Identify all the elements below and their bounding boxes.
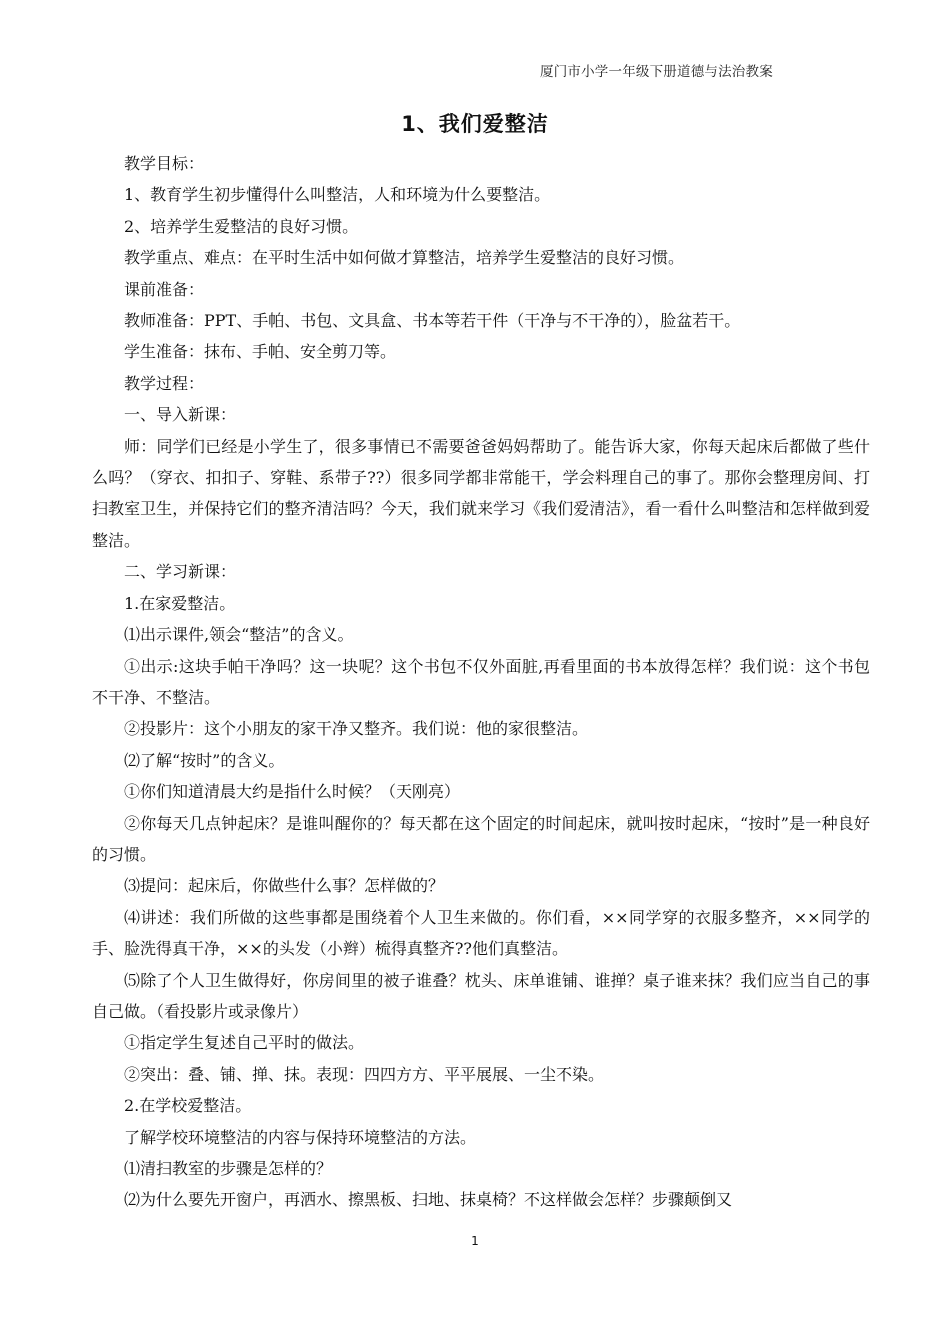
page-header: 厦门市小学一年级下册道德与法治教案 [540, 64, 773, 80]
paragraph: 教学重点、难点：在平时生活中如何做才算整洁，培养学生爱整洁的良好习惯。 [124, 248, 685, 268]
paragraph: ①指定学生复述自己平时的做法。 [124, 1033, 365, 1053]
paragraph: 教学过程： [124, 373, 205, 393]
paragraph: 2、培养学生爱整洁的良好习惯。 [124, 216, 359, 236]
paragraph: ⑵了解“按时”的含义。 [124, 750, 285, 770]
paragraph: ②投影片：这个小朋友的家干净又整齐。我们说：他的家很整洁。 [124, 719, 589, 739]
paragraph: 1、教育学生初步懂得什么叫整洁，人和环境为什么要整洁。 [124, 185, 551, 205]
paragraph: 1.在家爱整洁。 [124, 593, 236, 613]
paragraph: ①出示:这块手帕干净吗？这一块呢？这个书包不仅外面脏,再看里面的书本放得怎样？我们说：这个书包不干净、不整洁。 [92, 656, 870, 707]
paragraph: ⑶提问：起床后，你做些什么事？怎样做的？ [124, 876, 445, 896]
paragraph: ②突出：叠、铺、掸、抹。表现：四四方方、平平展展、一尘不染。 [124, 1064, 605, 1084]
page-number: 1 [471, 1234, 479, 1248]
paragraph: 教学目标： [124, 154, 205, 173]
paragraph: 课前准备： [124, 279, 205, 299]
paragraph: ⑴出示课件,领会“整洁”的含义。 [124, 625, 354, 645]
paragraph: 2.在学校爱整洁。 [124, 1096, 252, 1116]
paragraph: ⑷讲述：我们所做的这些事都是围绕着个人卫生来做的。你们看，××同学穿的衣服多整齐，××同学的手、脸洗得真干净，××的头发（小辫）梳得真整齐??他们真整洁。 [92, 907, 870, 959]
paragraph: ②你每天几点钟起床？是谁叫醒你的？每天都在这个固定的时间起床，就叫按时起床，“按时”是一种良好的习惯。 [92, 813, 870, 864]
paragraph: ⑸除了个人卫生做得好，你房间里的被子谁叠？枕头、床单谁铺、谁掸？桌子谁来抹？我们应当自己的事自己做。（看投影片或录像片） [92, 970, 870, 1021]
paragraph: 师：同学们已经是小学生了，很多事情已不需要爸爸妈妈帮助了。能告诉大家，你每天起床后都做了些什么吗？（穿衣、扣扣子、穿鞋、系带子??）很多同学都非常能干，学会料理自己的事了。那你会整理房间、打扫教室卫生，并保持它们的整齐清洁吗？今天，我们就来学习《我们爱清洁》，看一看什么叫整洁和怎样做到爱整洁。 [92, 436, 870, 550]
paragraph: 二、学习新课： [124, 562, 237, 582]
paragraph: ⑵为什么要先开窗户，再洒水、擦黑板、扫地、抹桌椅？不这样做会怎样？步骤颠倒又 [124, 1190, 733, 1210]
paragraph: ⑴清扫教室的步骤是怎样的？ [124, 1159, 333, 1178]
paragraph: 了解学校环境整洁的内容与保持环境整洁的方法。 [124, 1127, 477, 1147]
paragraph: 教师准备：PPT、手帕、书包、文具盒、书本等若干件（干净与不干净的），脸盆若干。 [124, 311, 741, 331]
lesson-title: 1、我们爱整洁 [401, 112, 549, 136]
paragraph: ①你们知道清晨大约是指什么时候？（天刚亮） [124, 782, 461, 802]
lesson-body [92, 148, 870, 1216]
paragraph: 一、导入新课： [124, 405, 237, 425]
paragraph: 学生准备：抹布、手帕、安全剪刀等。 [124, 342, 397, 362]
